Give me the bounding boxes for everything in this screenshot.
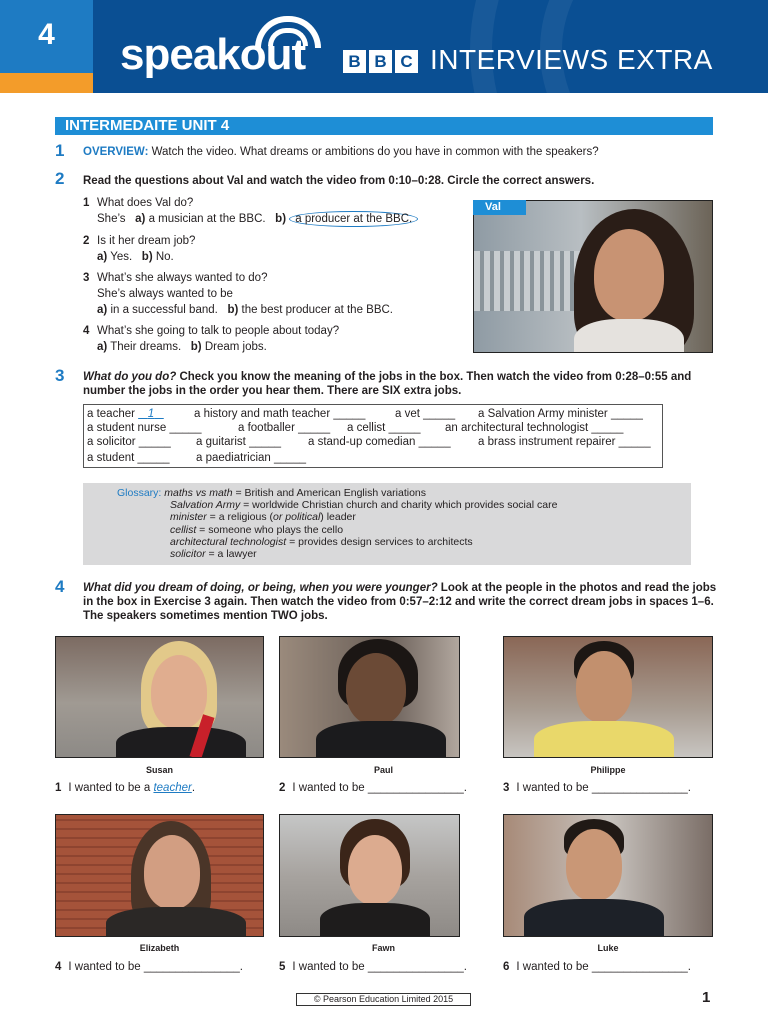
glossary-definition: = a religious ( <box>206 511 274 524</box>
photo-caption: Luke <box>597 943 619 953</box>
glossary-entry <box>117 548 691 560</box>
answer-prefix: I wanted to be <box>292 782 368 794</box>
question-number: 1 <box>83 197 90 209</box>
option-b[interactable]: No. <box>155 251 174 263</box>
answer-suffix: . <box>239 961 243 973</box>
exercise-4-instruction-line3: The speakers sometimes mention TWO jobs. <box>83 610 328 622</box>
unit-number: 4 <box>38 18 55 51</box>
option-a[interactable]: Their dreams. <box>110 341 182 353</box>
job-blank[interactable]: _____ <box>591 422 624 434</box>
job-item <box>196 436 281 448</box>
glossary-term: minister <box>170 511 207 524</box>
glossary-definition: = worldwide Christian church and charity which provides social care <box>240 499 558 512</box>
photo-caption: Elizabeth <box>139 943 180 953</box>
job-label: a stand-up comedian <box>308 436 416 448</box>
glossary-entry <box>117 499 691 511</box>
glossary-label: Glossary: <box>117 487 162 499</box>
paul-photo <box>279 636 460 758</box>
photo-caption: Paul <box>373 765 393 775</box>
glossary-entry <box>117 536 691 548</box>
option-b-circled[interactable]: a producer at the BBC. <box>289 211 418 227</box>
option-label: a) <box>97 304 108 316</box>
job-blank[interactable]: _____ <box>298 422 331 434</box>
answer-line <box>279 961 467 973</box>
job-label: a student <box>87 452 135 464</box>
answer-suffix: . <box>463 782 467 794</box>
job-item <box>347 422 421 434</box>
glossary-definition: = British and American English variations <box>232 487 427 499</box>
job-blank[interactable]: _____ <box>423 408 456 420</box>
answer-line <box>279 782 467 794</box>
question-text: What’s she going to talk to people about today? <box>97 325 340 337</box>
exercise-number: 3 <box>55 366 65 385</box>
answer-prefix: I wanted to be <box>516 961 592 973</box>
job-item <box>308 436 451 448</box>
answer-field[interactable]: _______________ <box>591 782 688 794</box>
page-number: 1 <box>702 989 711 1006</box>
answer-line <box>55 782 195 794</box>
exercise-number: 2 <box>55 169 65 188</box>
job-label: a teacher <box>87 408 135 420</box>
question-text: What’s she always wanted to do? <box>97 272 268 284</box>
exercise-3-instruction <box>83 370 691 384</box>
glossary-definition-italic: or political <box>273 511 321 524</box>
job-item <box>196 452 306 464</box>
job-blank[interactable]: _____ <box>610 408 643 420</box>
job-label: a cellist <box>347 422 386 434</box>
option-b[interactable]: the best producer at the BBC. <box>241 304 394 316</box>
answer-line <box>55 961 243 973</box>
glossary-definition: = provides design services to architects <box>286 535 473 548</box>
answer-prefix: I wanted to be <box>68 961 144 973</box>
exercise-2-instruction: Read the questions about Val and watch the video from 0:10–0:28. Circle the correct answers. <box>83 175 595 187</box>
option-label: a) <box>135 213 146 225</box>
job-label: a vet <box>395 408 420 420</box>
answer-line <box>503 782 691 794</box>
copyright-notice: © Pearson Education Limited 2015 <box>296 993 471 1006</box>
option-label: a) <box>97 251 108 263</box>
answer-line <box>503 961 691 973</box>
job-label: a brass instrument repairer <box>478 436 616 448</box>
job-label: a paediatrician <box>196 452 271 464</box>
answer-number: 5 <box>279 961 286 973</box>
answer-suffix: . <box>191 782 196 794</box>
answer-field[interactable]: teacher <box>153 782 192 794</box>
job-label: a footballer <box>238 422 295 434</box>
job-blank[interactable]: _____ <box>418 436 451 448</box>
val-photo-label: Val <box>473 200 526 215</box>
brand-logo: speakout <box>120 30 306 79</box>
unit-tab-stripe <box>0 73 93 93</box>
instruction-lead: What did you dream of doing, or being, when you were younger? <box>83 582 438 594</box>
answer-prefix: I wanted to be <box>292 961 368 973</box>
bbc-letter: B <box>369 50 392 73</box>
glossary-term: solicitor <box>170 548 206 561</box>
val-photo <box>473 200 713 353</box>
glossary-definition: = a lawyer <box>205 548 257 561</box>
job-label: a Salvation Army minister <box>478 408 608 420</box>
glossary-entry <box>117 511 691 523</box>
option-b[interactable]: Dream jobs. <box>204 341 267 353</box>
option-a[interactable]: Yes. <box>110 251 133 263</box>
example-number: 1 <box>147 408 155 420</box>
glossary-entry <box>117 524 691 536</box>
job-item <box>87 422 201 434</box>
option-label: b) <box>275 213 287 225</box>
question-2 <box>83 233 195 265</box>
question-4 <box>83 323 339 355</box>
answer-field[interactable]: _______________ <box>591 961 688 973</box>
photo-caption: Fawn <box>371 943 395 953</box>
exercise-number: 1 <box>55 141 65 160</box>
exercise-1-instruction <box>83 145 599 159</box>
job-blank[interactable]: _____ <box>138 436 171 448</box>
option-a[interactable]: in a successful band. <box>110 304 218 316</box>
job-label: an architectural technologist <box>445 422 589 434</box>
question-number: 4 <box>83 325 90 337</box>
glossary-definition: ) leader <box>320 511 356 524</box>
answer-number: 4 <box>55 961 62 973</box>
answer-number: 6 <box>503 961 510 973</box>
job-blank[interactable]: _____ <box>274 452 306 464</box>
photo-caption: Susan <box>145 765 173 775</box>
job-blank[interactable]: _____ <box>169 422 202 434</box>
answer-field[interactable]: _______________ <box>143 961 240 973</box>
overview-label: OVERVIEW: <box>83 146 149 158</box>
question-number: 3 <box>83 272 90 284</box>
job-label: a solicitor <box>87 436 136 448</box>
exercise-number: 4 <box>55 577 65 596</box>
job-blank[interactable]: _____ <box>333 408 366 420</box>
photo-caption: Philippe <box>590 765 626 775</box>
job-blank-answered[interactable] <box>138 408 164 420</box>
answer-number: 3 <box>503 782 510 794</box>
question-stem: She’s <box>97 213 126 225</box>
page-header <box>0 0 768 93</box>
job-label: a history and math teacher <box>194 408 331 420</box>
bbc-letter: B <box>343 50 366 73</box>
answer-suffix: . <box>463 961 467 973</box>
answer-field[interactable]: _______________ <box>367 782 464 794</box>
exercise-3-instruction-line2: number the jobs in the order you hear them. There are SIX extra jobs. <box>83 385 462 397</box>
job-blank[interactable]: _____ <box>388 422 421 434</box>
job-item <box>194 408 365 420</box>
answer-number: 2 <box>279 782 286 794</box>
elizabeth-photo <box>55 814 264 937</box>
instruction-lead: What do you do? <box>83 371 177 383</box>
answer-field[interactable]: _______________ <box>367 961 464 973</box>
glossary-box <box>83 483 691 565</box>
exercise-4-instruction-line2: in the box in Exercise 3 again. Then watch the video from 0:57–2:12 and write the correct dream jobs in spaces 1–6. <box>83 596 714 608</box>
instruction-text: Watch the video. What dreams or ambitions do you have in common with the speakers? <box>148 146 599 158</box>
job-item <box>478 408 643 420</box>
question-1 <box>83 195 418 227</box>
option-label: b) <box>190 341 202 353</box>
question-text: Is it her dream job? <box>97 235 196 247</box>
bbc-letter: C <box>395 50 418 73</box>
job-item <box>395 408 455 420</box>
question-text: What does Val do? <box>97 197 194 209</box>
luke-photo <box>503 814 713 937</box>
option-label: a) <box>97 341 108 353</box>
job-item <box>238 422 330 434</box>
question-number: 2 <box>83 235 90 247</box>
job-blank[interactable]: _____ <box>249 436 282 448</box>
glossary-term: architectural technologist <box>170 535 287 548</box>
exercise-4-instruction <box>83 581 716 595</box>
job-item <box>478 436 651 448</box>
unit-title: INTERMEDAITE UNIT 4 <box>55 117 713 135</box>
philippe-photo <box>503 636 713 758</box>
instruction-text: Look at the people in the photos and read the jobs <box>437 582 717 594</box>
glossary-definition: = someone who plays the cello <box>196 523 344 536</box>
series-title: INTERVIEWS EXTRA <box>430 44 713 75</box>
job-label: a student nurse <box>87 422 167 434</box>
answer-suffix: . <box>687 782 691 794</box>
job-label: a guitarist <box>196 436 246 448</box>
glossary-entry <box>117 487 691 499</box>
job-item <box>87 436 171 448</box>
bbc-logo <box>343 50 418 73</box>
question-stem: She’s always wanted to be <box>97 288 233 300</box>
glossary-term: Salvation Army <box>170 499 241 512</box>
susan-photo <box>55 636 264 758</box>
fawn-photo <box>279 814 460 937</box>
question-3 <box>83 270 393 318</box>
answer-number: 1 <box>55 782 62 794</box>
job-blank[interactable]: _____ <box>618 436 651 448</box>
answer-prefix: I wanted to be <box>516 782 592 794</box>
answer-suffix: . <box>687 961 691 973</box>
instruction-text: Check you know the meaning of the jobs in the box. Then watch the video from 0:28–0:55 and <box>176 371 692 383</box>
job-item <box>87 452 170 464</box>
option-label: b) <box>227 304 239 316</box>
option-label: b) <box>141 251 153 263</box>
glossary-term: maths vs math <box>164 487 233 499</box>
job-item <box>445 422 623 434</box>
answer-prefix: I wanted to be a <box>68 782 154 794</box>
job-item <box>87 408 164 420</box>
glossary-term: cellist <box>170 523 197 536</box>
job-blank[interactable]: _____ <box>137 452 170 464</box>
option-a[interactable]: a musician at the BBC. <box>148 213 266 225</box>
